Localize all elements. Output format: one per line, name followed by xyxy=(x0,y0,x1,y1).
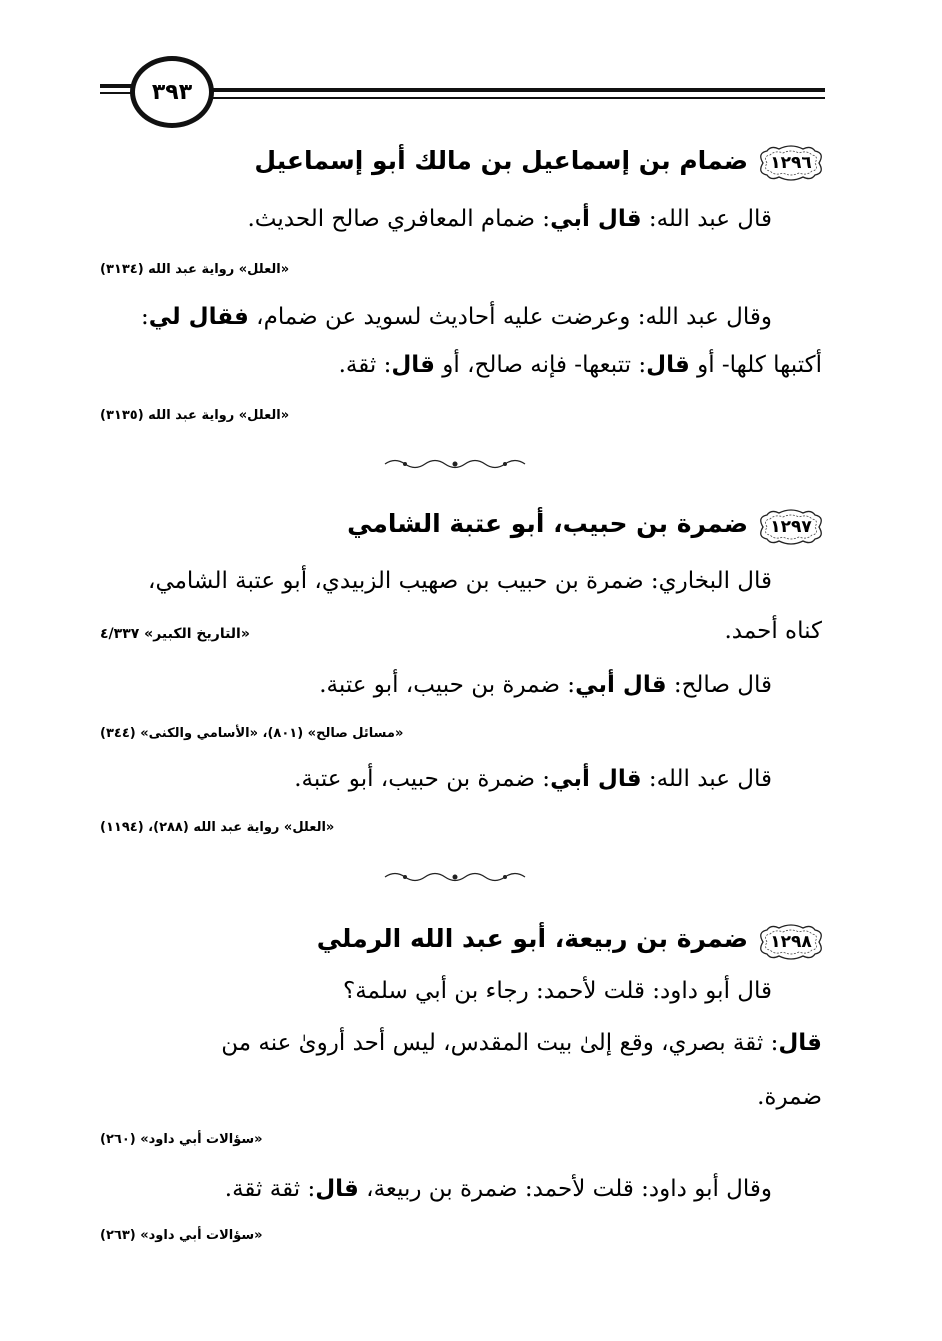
header-rule xyxy=(205,88,825,92)
entry-number-badge: ١٢٩٨ xyxy=(755,922,827,962)
paragraph: قال صالح: قال أبي: ضمرة بن حبيب، أبو عتبة. xyxy=(319,672,772,698)
entry-number-badge: ١٢٩٧ xyxy=(755,507,827,547)
header-rule-thin xyxy=(205,97,825,99)
paragraph: أكتبها كلها- أو قال: تتبعها- فإنه صالح، أو قال: ثقة. xyxy=(338,352,822,378)
entry-number-badge: ١٢٩٦ xyxy=(755,143,827,183)
paragraph: وقال أبو داود: قلت لأحمد: ضمرة بن ربيعة، قال: ثقة ثقة. xyxy=(224,1176,772,1202)
source-citation: «العلل» رواية عبد الله (٢٨٨)، (١١٩٤) xyxy=(100,820,335,835)
page-number: ٣٩٣ xyxy=(130,56,214,128)
source-citation: «العلل» رواية عبد الله (٣١٣٤) xyxy=(100,262,290,277)
entry-title: ضمرة بن ربيعة، أبو عبد الله الرملي xyxy=(316,924,748,953)
entry-title: ضمرة بن حبيب، أبو عتبة الشامي xyxy=(347,509,748,538)
paragraph: قال البخاري: ضمرة بن حبيب بن صهيب الزبيدي، أبو عتبة الشامي، xyxy=(148,568,772,594)
paragraph: قال عبد الله: قال أبي: ضمام المعافري صالح الحديث. xyxy=(247,206,772,232)
section-divider-ornament xyxy=(380,457,530,471)
entry-title: ضمام بن إسماعيل بن مالك أبو إسماعيل xyxy=(254,146,748,175)
paragraph: قال: ثقة بصري، وقع إلىٰ بيت المقدس، ليس أحد أروىٰ عنه من xyxy=(221,1030,822,1056)
source-citation: «العلل» رواية عبد الله (٣١٣٥) xyxy=(100,408,290,423)
source-citation: «مسائل صالح» (٨٠١)، «الأسامي والكنى» (٣٤٤) xyxy=(100,726,404,741)
source-citation: «سؤالات أبي داود» (٢٦٠) xyxy=(100,1132,263,1147)
paragraph: قال أبو داود: قلت لأحمد: رجاء بن أبي سلمة؟ xyxy=(343,978,772,1004)
paragraph: قال عبد الله: قال أبي: ضمرة بن حبيب، أبو عتبة. xyxy=(294,766,772,792)
paragraph: ضمرة. xyxy=(757,1084,822,1110)
source-citation: «سؤالات أبي داود» (٢٦٣) xyxy=(100,1228,263,1243)
source-citation: «التاريخ الكبير» ٤/٣٣٧ xyxy=(100,626,250,642)
paragraph: كناه أحمد. xyxy=(724,618,822,644)
paragraph: وقال عبد الله: وعرضت عليه أحاديث لسويد عن ضمام، فقال لي: xyxy=(140,304,772,330)
section-divider-ornament xyxy=(380,870,530,884)
